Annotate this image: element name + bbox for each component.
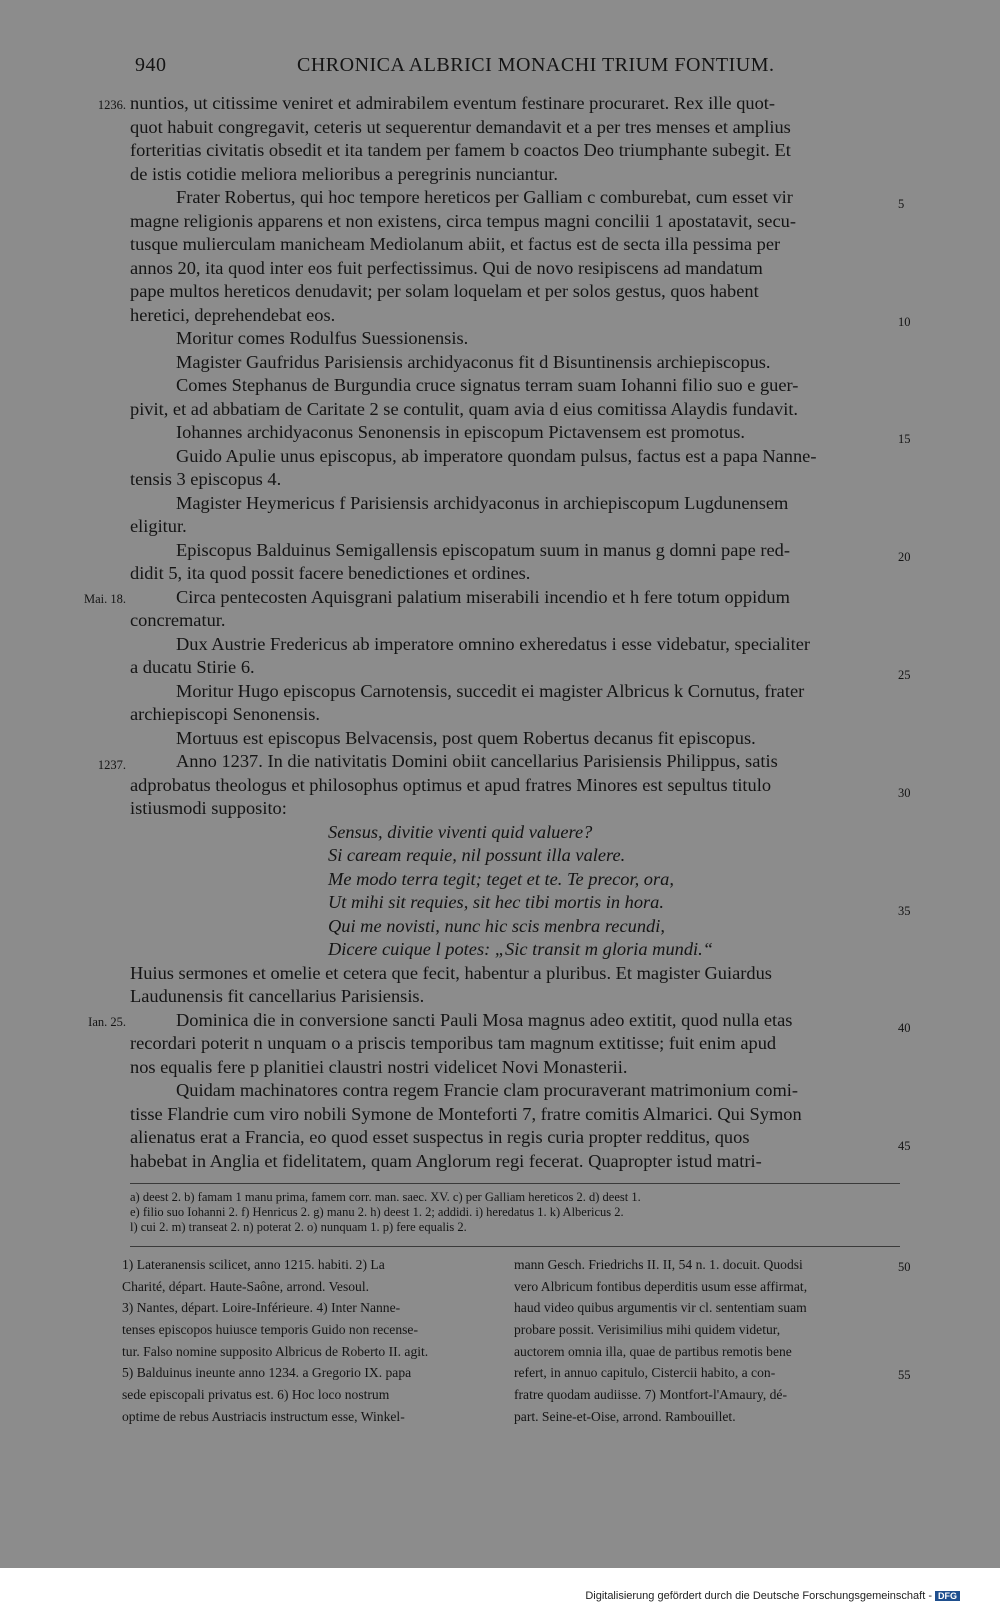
poem-line: Qui me novisti, nunc hic scis menbra recundi, bbox=[328, 915, 665, 936]
text-line: de istis cotidie meliora melioribus a peregrinis nunciantur. bbox=[130, 163, 558, 184]
body-text-continued bbox=[130, 962, 900, 1174]
text-line: recordari poterit n unquam o a priscis temporibus tam magnum extitisse; fuit enim apud bbox=[130, 1033, 777, 1053]
note-line: mann Gesch. Friedrichs II. II, 54 n. 1. docuit. Quodsi bbox=[514, 1257, 803, 1272]
page-number: 940 bbox=[135, 54, 167, 76]
text-line: annos 20, ita quod inter eos fuit perfectissimus. Qui de novo resipiscens ad mandatum bbox=[130, 257, 763, 278]
line-number: 55 bbox=[898, 1368, 911, 1382]
credit-text: Digitalisierung gefördert durch die Deutsche Forschungsgemeinschaft - bbox=[585, 1590, 932, 1602]
commentary-notes-left bbox=[122, 1254, 492, 1428]
line-number: 45 bbox=[898, 1139, 911, 1153]
text-line: Moritur Hugo episcopus Carnotensis, succedit ei magister Albricus k Cornutus, frater bbox=[176, 680, 805, 701]
note-line: sede episcopali privatus est. 6) Hoc loco nostrum bbox=[122, 1387, 390, 1403]
note-line: 1) Lateranensis scilicet, anno 1215. habiti. 2) La bbox=[122, 1257, 385, 1272]
text-line: a ducatu Stirie 6. bbox=[130, 657, 255, 677]
text-line: tisse Flandrie cum viro nobili Symone de Monteforti 7, fratre comitis Almarici. Qui Symon bbox=[130, 1103, 802, 1124]
note-line: vero Albricum fontibus deperditis usum esse affirmat, bbox=[514, 1278, 808, 1294]
note-line: 5) Balduinus ineunte anno 1234. a Gregorio IX. papa bbox=[122, 1365, 412, 1381]
text-line: nuntios, ut citissime veniret et admirabilem eventum festinare procuraret. Rex ille quot- bbox=[130, 93, 776, 113]
text-line: tensis 3 episcopus 4. bbox=[130, 469, 282, 489]
text-line: magne religionis apparens et non existens, circa tempus magni concilii 1 apostatavit, secu- bbox=[130, 210, 796, 231]
main-text bbox=[130, 92, 900, 1173]
note-line: Charité, départ. Haute-Saône, arrond. Vesoul. bbox=[122, 1278, 370, 1294]
text-line: pivit, et ad abbatiam de Caritate 2 se contulit, quam avia d eius comitissa Alaydis fundavit. bbox=[130, 398, 799, 419]
note-line: probare possit. Verisimilius mihi quidem videtur, bbox=[514, 1322, 781, 1338]
text-line: archiepiscopi Senonensis. bbox=[130, 704, 320, 724]
poem-line: Me modo terra tegit; teget et te. Te precor, ora, bbox=[328, 868, 674, 889]
poem-line: Dicere cuique l potes: „Sic transit m gloria mundi.“ bbox=[328, 939, 713, 959]
text-line: istiusmodi supposito: bbox=[130, 798, 287, 818]
line-number: 15 bbox=[898, 432, 911, 446]
note-line: fratre quodam audiisse. 7) Montfort-l'Amaury, dé- bbox=[514, 1387, 787, 1403]
line-number: 40 bbox=[898, 1021, 911, 1035]
digitization-credit bbox=[585, 1590, 960, 1602]
text-line: Quidam machinatores contra regem Francie clam procuraverant matrimonium comi- bbox=[176, 1080, 798, 1100]
poem-line: Si caream requie, nil possunt illa valere. bbox=[328, 845, 626, 865]
text-line: Frater Robertus, qui hoc tempore hereticos per Galliam c comburebat, cum esset vir bbox=[176, 187, 793, 207]
note-line: tur. Falso nomine supposito Albricus de Roberto II. agit. bbox=[122, 1343, 429, 1359]
text-line: nos equalis fere p planitiei claustri nostri videlicet Novi Monasterii. bbox=[130, 1056, 628, 1077]
text-line: Guido Apulie unus episcopus, ab imperatore quondam pulsus, factus est a papa Nanne- bbox=[176, 445, 817, 466]
margin-date: Ian. 25. bbox=[88, 1015, 126, 1029]
note-line: part. Seine-et-Oise, arrond. Rambouillet. bbox=[514, 1408, 736, 1424]
apparatus-line: l) cui 2. m) transeat 2. n) poterat 2. o) nunquam 1. p) fere equalis 2. bbox=[130, 1220, 467, 1235]
text-line: Anno 1237. In die nativitatis Domini obiit cancellarius Parisiensis Philippus, satis bbox=[176, 751, 778, 771]
running-header bbox=[135, 50, 895, 86]
text-line: Mortuus est episcopus Belvacensis, post quem Robertus decanus fit episcopus. bbox=[176, 727, 756, 748]
text-line: quot habuit congregavit, ceteris ut sequerentur demandavit et a per tres menses et amplius bbox=[130, 116, 791, 137]
text-line: Comes Stephanus de Burgundia cruce signatus terram suam Iohanni filio suo e guer- bbox=[176, 375, 799, 395]
text-line: alienatus erat a Francia, eo quod esset suspectus in regis curia propter redditus, quos bbox=[130, 1127, 750, 1147]
text-line: Huius sermones et omelie et cetera que fecit, habentur a pluribus. Et magister Guiardus bbox=[130, 962, 772, 983]
text-line: heretici, deprehendebat eos. bbox=[130, 304, 336, 325]
line-number: 10 bbox=[898, 315, 911, 329]
note-line: 3) Nantes, départ. Loire-Inférieure. 4) Inter Nanne- bbox=[122, 1300, 401, 1316]
note-line: haud video quibus argumentis vir cl. sententiam suam bbox=[514, 1300, 807, 1316]
text-line: Laudunensis fit cancellarius Parisiensis. bbox=[130, 986, 425, 1006]
line-number: 35 bbox=[898, 904, 911, 918]
note-line: auctorem omnia illa, quae de partibus remotis bene bbox=[514, 1343, 792, 1359]
text-line: Moritur comes Rodulfus Suessionensis. bbox=[176, 328, 469, 348]
text-line: Dux Austrie Fredericus ab imperatore omnino exheredatus i esse videbatur, specialiter bbox=[176, 633, 811, 654]
poem-line: Sensus, divitie viventi quid valuere? bbox=[328, 821, 593, 842]
line-number: 5 bbox=[898, 197, 905, 211]
text-line: adprobatus theologus et philosophus optimus et apud fratres Minores est sepultus titulo bbox=[130, 774, 772, 795]
body-text bbox=[130, 92, 900, 821]
text-line: habebat in Anglia et fidelitatem, quam Anglorum regi fecerat. Quapropter istud matri- bbox=[130, 1150, 762, 1171]
text-line: Magister Heymericus f Parisiensis archidyaconus in archiepiscopum Lugdunensem bbox=[176, 492, 789, 513]
footnote-divider bbox=[130, 1246, 900, 1247]
text-line: eligitur. bbox=[130, 516, 187, 536]
line-number: 30 bbox=[898, 786, 911, 800]
margin-date: Mai. 18. bbox=[83, 592, 126, 606]
margin-year: 1236. bbox=[97, 98, 126, 112]
footnote-divider bbox=[130, 1183, 900, 1184]
text-line: Circa pentecosten Aquisgrani palatium miserabili incendio et h fere totum oppidum bbox=[176, 586, 790, 607]
text-line: Iohannes archidyaconus Senonensis in episcopum Pictavensem est promotus. bbox=[176, 422, 745, 442]
apparatus-line: a) deest 2. b) famam 1 manu prima, famem corr. man. saec. XV. c) per Galliam hereticos 2. d) deest 1. bbox=[130, 1190, 641, 1204]
text-line: concrematur. bbox=[130, 610, 226, 630]
text-line: forteritias civitatis obsedit et ita tandem per famem b coactos Deo triumphante subegit. Et bbox=[130, 140, 791, 160]
running-title: CHRONICA ALBRICI MONACHI TRIUM FONTIUM. bbox=[297, 54, 775, 76]
text-line: Magister Gaufridus Parisiensis archidyaconus fit d Bisuntinensis archiepiscopus. bbox=[176, 351, 771, 372]
note-line: tenses episcopos huiusce temporis Guido non recense- bbox=[122, 1322, 418, 1338]
text-line: pape multos hereticos denudavit; per solam loquelam et per solos gestus, quos habent bbox=[130, 281, 759, 301]
textual-apparatus bbox=[130, 1190, 900, 1236]
line-number: 20 bbox=[898, 550, 911, 564]
line-number: 25 bbox=[898, 668, 911, 682]
dfg-logo: DFG bbox=[935, 1591, 960, 1601]
commentary-notes-right bbox=[514, 1254, 884, 1428]
text-line: didit 5, ita quod possit facere benedictiones et ordines. bbox=[130, 563, 531, 583]
text-line: Episcopus Balduinus Semigallensis episcopatum suum in manus g domni pape red- bbox=[176, 539, 790, 560]
margin-year: 1237. bbox=[97, 758, 126, 772]
apparatus-line: e) filio suo Iohanni 2. f) Henricus 2. g) manu 2. h) deest 1. 2; addidi. i) heredatus 1. k) Albericus 2. bbox=[130, 1205, 624, 1220]
poem-line: Ut mihi sit requies, sit hec tibi mortis in hora. bbox=[328, 892, 664, 912]
epitaph-poem bbox=[130, 821, 900, 962]
note-line: optime de rebus Austriacis instructum esse, Winkel- bbox=[122, 1408, 405, 1424]
note-line: refert, in annuo capitulo, Cistercii habito, a con- bbox=[514, 1365, 776, 1381]
text-line: tusque mulierculam manicheam Mediolanum abiit, et factus est de secta illa pessima per bbox=[130, 234, 781, 254]
line-number: 50 bbox=[898, 1260, 911, 1274]
text-line: Dominica die in conversione sancti Pauli Mosa magnus adeo extitit, quod nulla etas bbox=[176, 1009, 793, 1030]
